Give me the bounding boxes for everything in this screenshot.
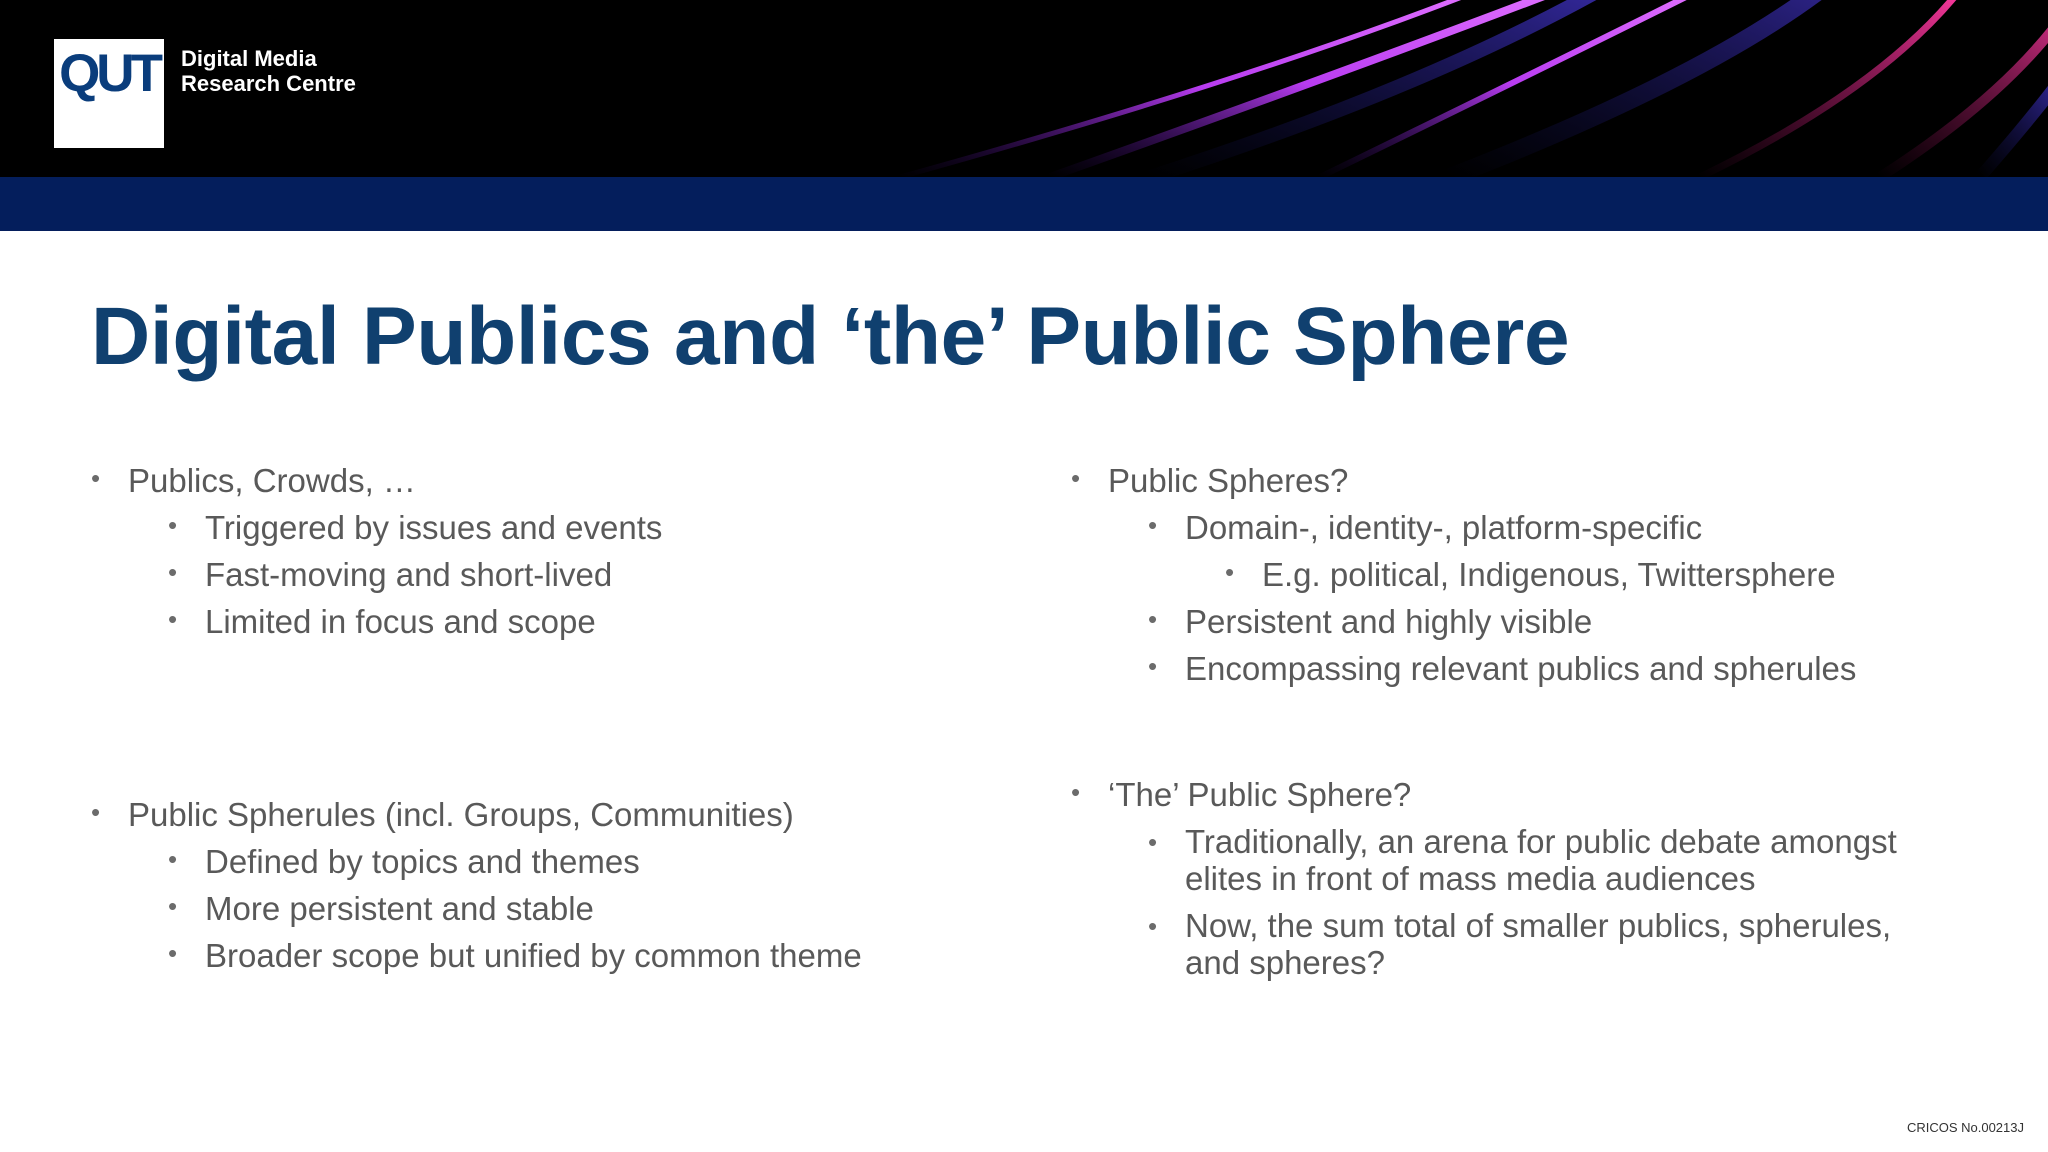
list-item: • Traditionally, an arena for public debate amongst elites in front of mass media audiences (1148, 823, 1897, 897)
bullet-icon: • (1148, 651, 1158, 681)
bullet-icon: • (1071, 463, 1081, 493)
list-item: • Defined by topics and themes (168, 838, 862, 885)
bullet-icon: • (168, 938, 178, 968)
bullet-icon: • (1148, 911, 1158, 941)
qut-logo (54, 39, 164, 148)
bullet-icon: • (168, 844, 178, 874)
list-item: • Limited in focus and scope (168, 598, 662, 645)
bullet-icon: • (1148, 510, 1158, 540)
list-item: • Publics, Crowds, … (91, 457, 662, 504)
list-item: • More persistent and stable (168, 885, 862, 932)
qut-logo-text: QUT (59, 44, 159, 103)
list-item: • Domain-, identity-, platform-specific (1148, 504, 1856, 551)
header-banner (0, 0, 2048, 177)
org-name-line2: Research Centre (181, 71, 356, 96)
right-top-list (1071, 457, 1856, 692)
bullet-icon: • (1148, 604, 1158, 634)
bullet-icon: • (1071, 777, 1081, 807)
slide-title: Digital Publics and ‘the’ Public Sphere (91, 291, 1570, 382)
bullet-icon: • (1225, 557, 1235, 587)
list-item: • Persistent and highly visible (1148, 598, 1856, 645)
bullet-icon: • (168, 557, 178, 587)
list-item: • Public Spheres? (1071, 457, 1856, 504)
header-band (0, 177, 2048, 231)
cricos-number: CRICOS No.00213J (1906, 1120, 2024, 1135)
org-name (181, 46, 356, 96)
list-item: • ‘The’ Public Sphere? (1071, 771, 1897, 818)
bullet-icon: • (168, 604, 178, 634)
right-bottom-list (1071, 771, 1897, 986)
bullet-icon: • (1148, 827, 1158, 857)
list-item: • Now, the sum total of smaller publics, spherules, and spheres? (1148, 907, 1892, 981)
org-name-line1: Digital Media (181, 46, 317, 71)
list-item: • E.g. political, Indigenous, Twittersphere (1225, 551, 1856, 598)
bullet-icon: • (168, 510, 178, 540)
list-item: • Encompassing relevant publics and spherules (1148, 645, 1856, 692)
left-top-list (91, 457, 662, 645)
list-item: • Broader scope but unified by common theme (168, 932, 862, 979)
bullet-icon: • (91, 463, 101, 493)
list-item: • Fast-moving and short-lived (168, 551, 662, 598)
list-item: • Public Spherules (incl. Groups, Communities) (91, 791, 862, 838)
bullet-icon: • (91, 797, 101, 827)
bullet-icon: • (168, 891, 178, 921)
left-bottom-list (91, 791, 862, 979)
list-item: • Triggered by issues and events (168, 504, 662, 551)
